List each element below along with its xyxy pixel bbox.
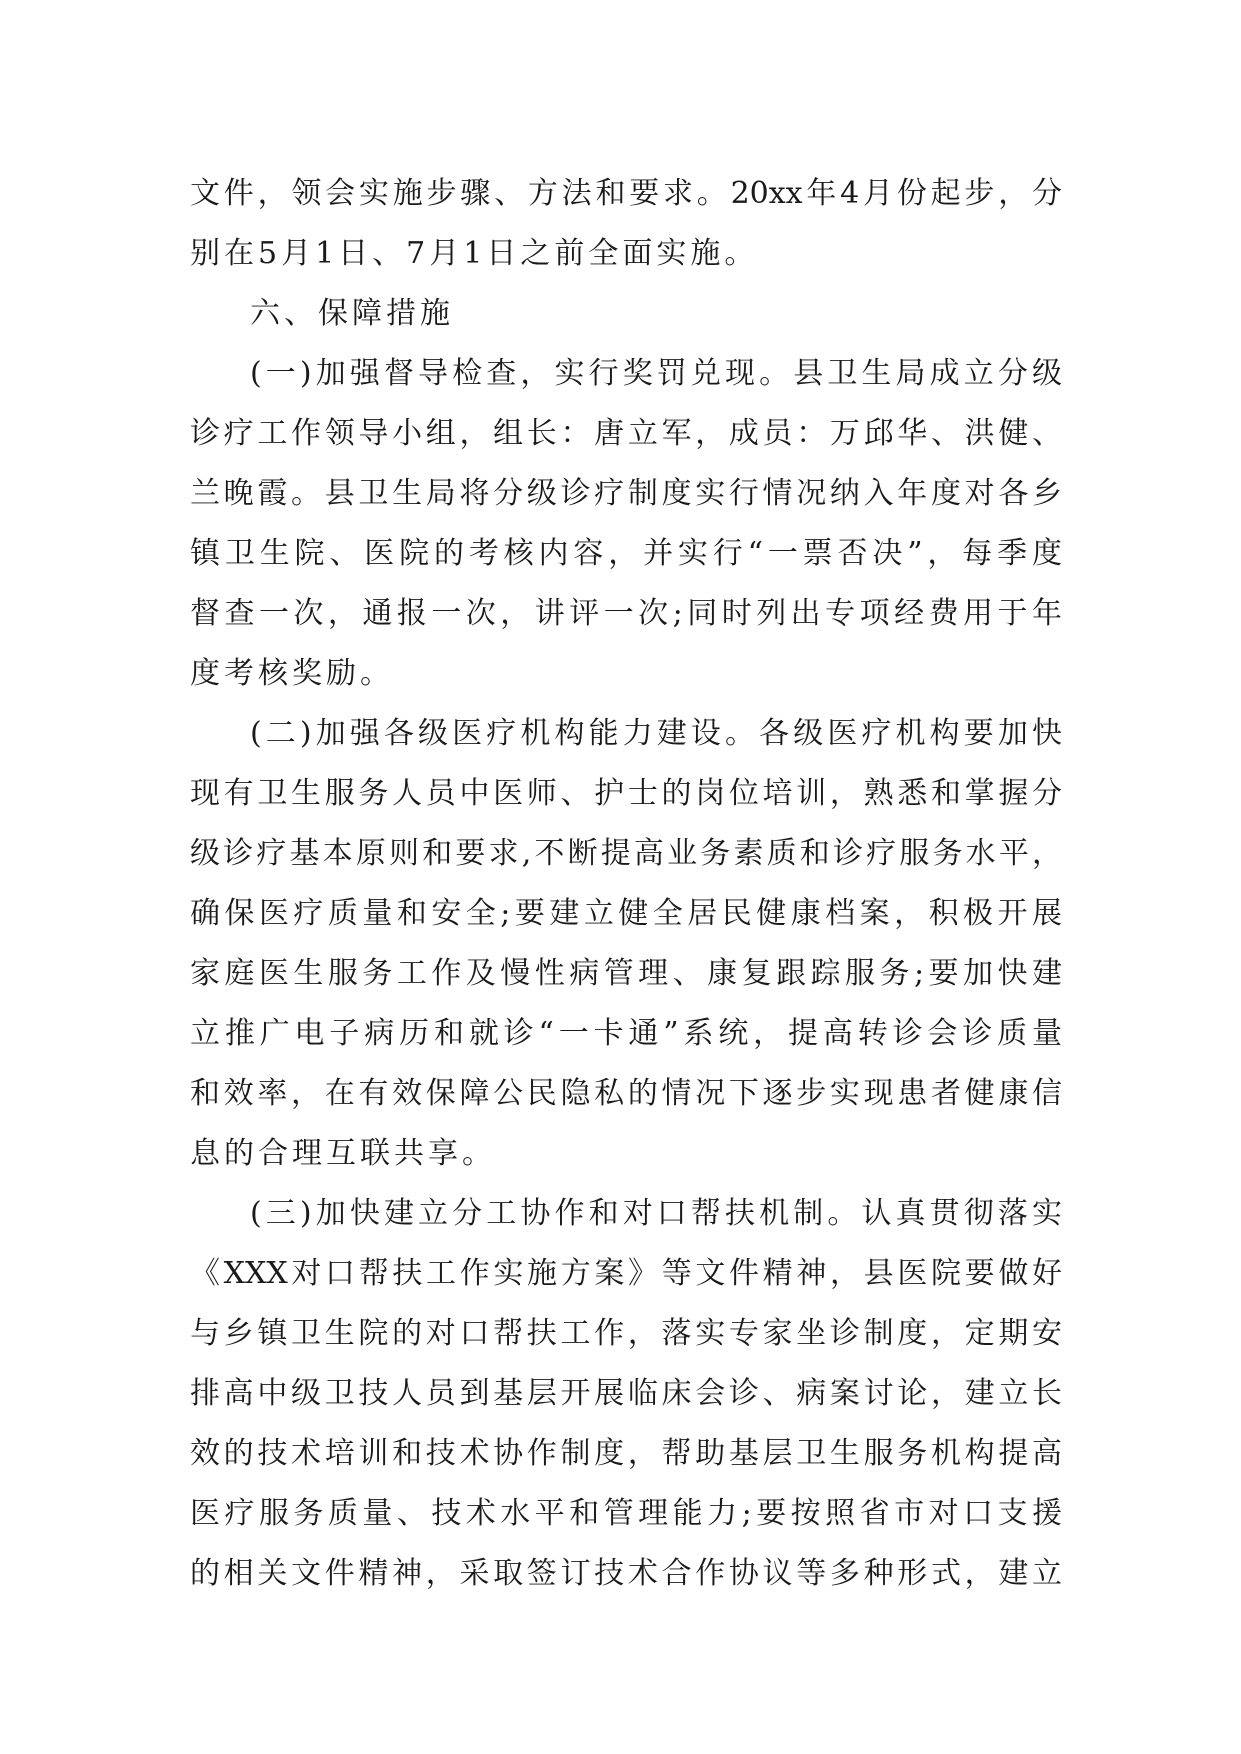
paragraph-measure-3 xyxy=(190,1184,1062,1604)
text-line: 家庭医生服务工作及慢性病管理、康复跟踪服务;要加快建 xyxy=(190,956,1062,991)
text-line: 诊疗工作领导小组，组长：唐立军，成员：万邱华、洪健、 xyxy=(190,416,1062,451)
paragraph-measure-2 xyxy=(190,704,1062,1184)
text-line: 《XXX对口帮扶工作实施方案》等文件精神，县医院要做好 xyxy=(190,1256,1062,1291)
text-line: 度考核奖励。 xyxy=(190,656,394,691)
document-body xyxy=(190,164,1062,1604)
text-line: (二)加强各级医疗机构能力建设。各级医疗机构要加快 xyxy=(250,716,1062,751)
text-line: 的相关文件精神，采取签订技术合作协议等多种形式，建立 xyxy=(190,1556,1062,1591)
text-line: 镇卫生院、医院的考核内容，并实行“一票否决”，每季度 xyxy=(190,536,1062,571)
paragraph-measure-1 xyxy=(190,344,1062,704)
text-line: 确保医疗质量和安全;要建立健全居民健康档案，积极开展 xyxy=(190,896,1062,931)
text-line: 医疗服务质量、技术水平和管理能力;要按照省市对口支援 xyxy=(190,1496,1062,1531)
text-line: 与乡镇卫生院的对口帮扶工作，落实专家坐诊制度，定期安 xyxy=(190,1316,1062,1351)
paragraph-intro-tail xyxy=(190,164,1062,284)
text-line: 现有卫生服务人员中医师、护士的岗位培训，熟悉和掌握分 xyxy=(190,776,1062,811)
text-line: 和效率，在有效保障公民隐私的情况下逐步实现患者健康信 xyxy=(190,1076,1062,1111)
text-line: 督查一次，通报一次，讲评一次;同时列出专项经费用于年 xyxy=(190,596,1062,631)
text-line: 效的技术培训和技术协作制度，帮助基层卫生服务机构提高 xyxy=(190,1436,1062,1471)
text-line: 级诊疗基本原则和要求,不断提高业务素质和诊疗服务水平， xyxy=(190,836,1062,871)
section-title: 六、保障措施 xyxy=(250,296,454,331)
text-line: (一)加强督导检查，实行奖罚兑现。县卫生局成立分级 xyxy=(250,356,1062,391)
text-line: 排高中级卫技人员到基层开展临床会诊、病案讨论，建立长 xyxy=(190,1376,1062,1411)
text-line: (三)加快建立分工协作和对口帮扶机制。认真贯彻落实 xyxy=(250,1196,1062,1231)
section-heading xyxy=(190,284,1062,344)
text-line: 息的合理互联共享。 xyxy=(190,1136,496,1171)
text-line: 文件，领会实施步骤、方法和要求。20xx年4月份起步，分 xyxy=(190,176,1062,211)
text-line: 别在5月1日、7月1日之前全面实施。 xyxy=(190,236,759,271)
text-line: 立推广电子病历和就诊“一卡通”系统，提高转诊会诊质量 xyxy=(190,1016,1062,1051)
text-line: 兰晚霞。县卫生局将分级诊疗制度实行情况纳入年度对各乡 xyxy=(190,476,1062,511)
